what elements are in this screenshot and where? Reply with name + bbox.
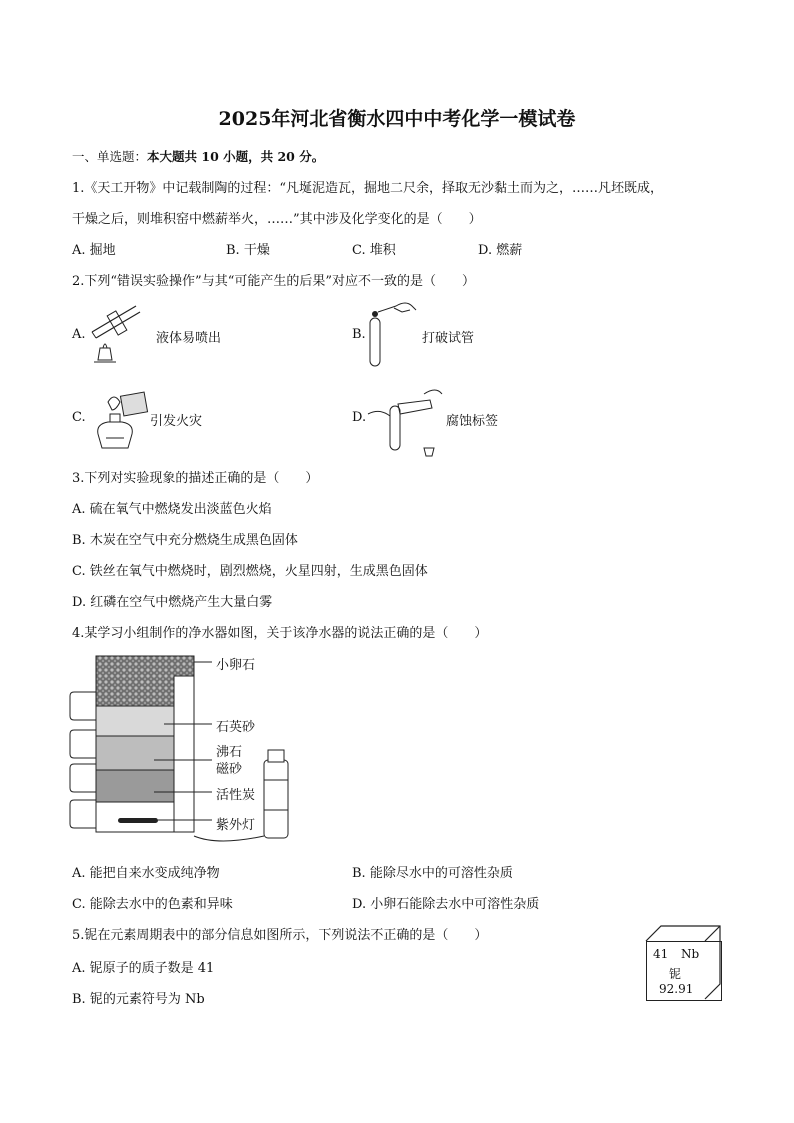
section-prefix: 一、单选题： [72, 149, 148, 164]
layer-label-activated-carbon: 活性炭 [216, 788, 256, 803]
layer-label-uv-lamp: 紫外灯 [216, 818, 256, 833]
heating-tube-figure [88, 300, 148, 370]
q1-option-a[interactable]: A. 掘地 [72, 243, 116, 258]
atomic-number: 41 [653, 947, 669, 961]
q4-stem: 4.某学习小组制作的净水器如图，关于该净水器的说法正确的是（ ） [72, 626, 488, 641]
q3-option-a[interactable]: A. 硫在氧气中燃烧发出淡蓝色火焰 [72, 502, 272, 517]
alcohol-lamp-figure [88, 388, 148, 458]
q2-stem: 2.下列“错误实验操作”与其“可能产生的后果”对应不一致的是（ ） [72, 274, 475, 289]
q1-stem-line1: 1.《天工开物》中记载制陶的过程：“凡埏泥造瓦，掘地二尺余，择取无沙黏土而为之，……凡坯既成， [72, 181, 664, 196]
q2-option-b-label: 打破试管 [422, 331, 475, 346]
element-symbol: Nb [681, 947, 700, 961]
layer-label-pebble: 小卵石 [216, 658, 256, 673]
section-heading [72, 147, 324, 165]
q5-stem: 5.铌在元素周期表中的部分信息如图所示，下列说法不正确的是（ ） [72, 928, 488, 943]
q3-stem: 3.下列对实验现象的描述正确的是（ ） [72, 471, 319, 486]
pouring-reagent-figure [368, 376, 444, 460]
q3-option-b[interactable]: B. 木炭在空气中充分燃烧生成黑色固体 [72, 533, 298, 548]
q2-option-d-letter[interactable]: D. [352, 410, 367, 425]
element-name: 铌 [669, 967, 682, 981]
q5-option-a[interactable]: A. 铌原子的质子数是 41 [72, 961, 215, 976]
layer-label-magnetic-sand: 磁砂 [216, 762, 243, 777]
q5-option-b[interactable]: B. 铌的元素符号为 Nb [72, 992, 205, 1007]
q4-option-d[interactable]: D. 小卵石能除去水中可溶性杂质 [352, 897, 540, 912]
q1-option-d[interactable]: D. 燃薪 [478, 243, 523, 258]
element-tile-niobium [646, 941, 722, 1001]
q1-option-c[interactable]: C. 堆积 [352, 243, 396, 258]
q2-option-a-label: 液体易喷出 [156, 331, 222, 346]
q1-option-b[interactable]: B. 干燥 [226, 243, 270, 258]
atomic-mass: 92.91 [659, 982, 694, 996]
q4-option-a[interactable]: A. 能把自来水变成纯净物 [72, 866, 220, 881]
q4-option-c[interactable]: C. 能除去水中的色素和异味 [72, 897, 233, 912]
layer-label-quartz-sand: 石英砂 [216, 720, 256, 735]
q4-option-b[interactable]: B. 能除尽水中的可溶性杂质 [352, 866, 513, 881]
test-tube-figure [366, 298, 422, 372]
water-purifier-figure [68, 650, 298, 850]
q2-option-b-letter[interactable]: B. [352, 327, 366, 342]
q3-option-c[interactable]: C. 铁丝在氧气中燃烧时，剧烈燃烧，火星四射，生成黑色固体 [72, 564, 428, 579]
q2-option-c-letter[interactable]: C. [72, 410, 86, 425]
q3-option-d[interactable]: D. 红磷在空气中燃烧产生大量白雾 [72, 595, 273, 610]
q2-option-c-label: 引发火灾 [150, 414, 203, 429]
q2-option-d-label: 腐蚀标签 [446, 414, 499, 429]
q1-stem-line2: 干燥之后，则堆积窑中燃薪举火，……”其中涉及化学变化的是（ ） [72, 212, 482, 227]
page-title: 2025年河北省衡水四中中考化学一模试卷 [218, 108, 576, 130]
section-desc: 本大题共 10 小题，共 20 分。 [147, 149, 325, 164]
q2-option-a-letter[interactable]: A. [72, 327, 86, 342]
layer-label-zeolite: 沸石 [216, 745, 243, 760]
